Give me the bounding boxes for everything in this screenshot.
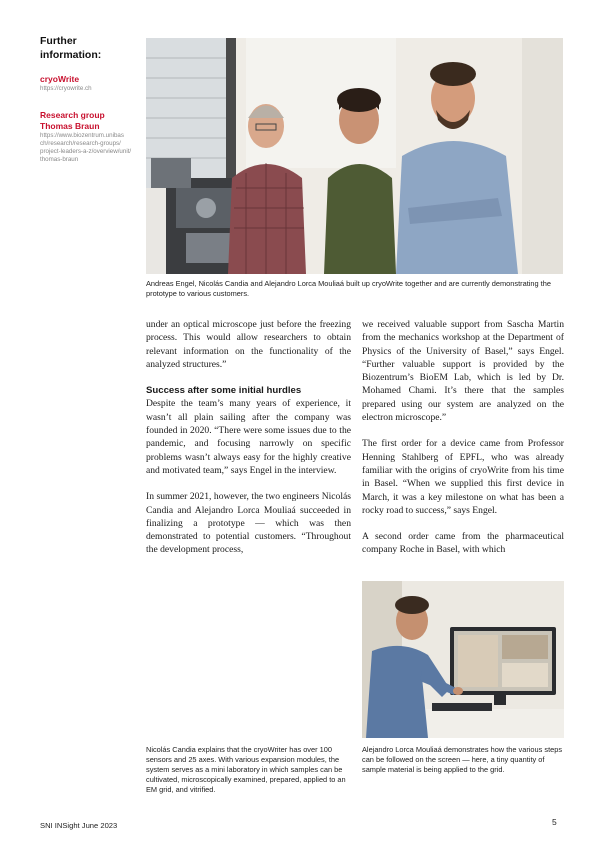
sidebar-link-title: Research group: [40, 110, 105, 120]
sidebar-link-url-line[interactable]: https://www.biozentrum.unibas: [40, 132, 124, 139]
article-paragraph: A second order came from the pharmaceutical company Roche in Basel, with which: [362, 531, 564, 556]
sidebar-link-subtitle: Thomas Braun: [40, 121, 100, 131]
sidebar-link-url-line[interactable]: thomas-braun: [40, 156, 79, 163]
article-paragraph: we received valuable support from Sascha Martin from the mechanics workshop at the Department of Physics of the University of Basel,” says Engel. “Further valuable support is provided by the Biozentrum’s BioEM Lab, which is led by Dr. Mohamed Chami. It’s there that the samples prepared using our system are analyzed on the electron microscope.”: [362, 319, 564, 424]
article-paragraph: In summer 2021, however, the two engineers Nicolás Candia and Alejandro Lorca Mouliaá succeeded in finalizing a prototype — which was then demonstrated to potential customers. “Throughout the development process,: [146, 491, 351, 556]
sidebar-heading: Further information:: [40, 35, 102, 61]
footer-publication: SNI INSight June 2023: [40, 821, 118, 830]
demo-photo-illustration: [362, 581, 564, 738]
article-paragraph: Despite the team’s many years of experience, it wasn’t all plain sailing after the company was founded in 2020. “There were some issues due to the pandemic, and focusing narrowly on specific problems wasn’t always easy for the highly creative and motivated team,” says Engel in the interview.: [146, 398, 351, 476]
top-photo-caption: Andreas Engel, Nicolás Candia and Alejandro Lorca Mouliaá built up cryoWrite together and are currently demonstrating the prototype to various customers.: [146, 279, 551, 298]
sidebar-link-cryowrite[interactable]: [40, 74, 140, 93]
sidebar-link-url[interactable]: https://cryowrite.ch: [40, 85, 92, 92]
sidebar-link-url-line[interactable]: ch/research/research-groups/: [40, 140, 121, 147]
demo-photo: [362, 581, 564, 738]
right-photo-caption: Alejandro Lorca Mouliaá demonstrates how the various steps can be followed on the screen — here, a tiny quantity of sample material is being applied to the grid.: [362, 745, 563, 774]
article-right-column: [362, 318, 564, 570]
article-paragraph: under an optical microscope just before the freezing process. This would allow researchers to obtain relevant information on the functionality of the analyzed structures.”: [146, 319, 351, 370]
section-heading: Success after some initial hurdles: [146, 385, 302, 397]
team-photo: [146, 38, 563, 274]
team-photo-illustration: [146, 38, 563, 274]
left-photo-caption: Nicolás Candia explains that the cryoWriter has over 100 sensors and 25 axes. With various expansion modules, the system serves as a mini laboratory in which samples can be cultivated, microscopically examined, prepared, applied to an EM grid, and vitrified.: [146, 745, 346, 794]
article-left-column: [146, 318, 351, 570]
article-paragraph: The first order for a device came from Professor Henning Stahlberg of EPFL, who was already familiar with the origins of cryoWrite from his time in Basel. “When we supplied this first device in March, it was a key milestone on what has been a rocky road to success,” says Engel.: [362, 438, 564, 516]
sidebar-link-research-group[interactable]: [40, 110, 140, 164]
sidebar-link-url-line[interactable]: project-leaders-a-z/overview/unit/: [40, 148, 132, 155]
sidebar-link-title: cryoWrite: [40, 74, 80, 84]
page-number: 5: [552, 817, 557, 827]
